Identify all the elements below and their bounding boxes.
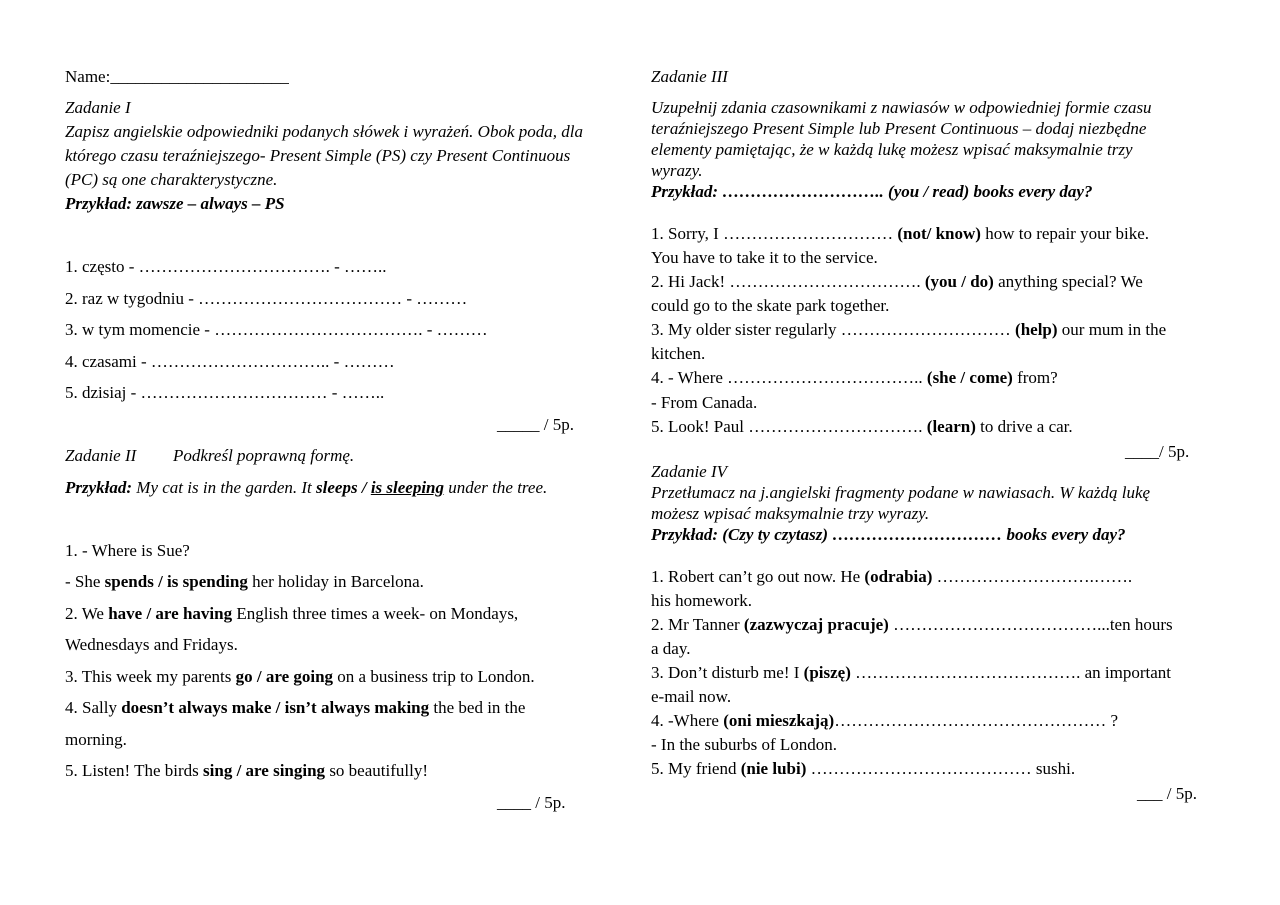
task-4-instruction-line: Przetłumacz na j.angielski fragmenty podane w nawiasach. W każdą lukę bbox=[651, 483, 1151, 502]
task-4-line: his homework. bbox=[651, 591, 753, 610]
task-3-line: 2. Hi Jack! ……………………………. (you / do) anything special? We bbox=[651, 272, 1143, 291]
task-3-example: Przykład: ……………………….. (you / read) books every day? bbox=[651, 182, 1093, 201]
task-4-instruction-line: możesz wpisać maksymalnie trzy wyrazy. bbox=[651, 504, 930, 523]
answer-options[interactable]: have / are having bbox=[108, 604, 233, 623]
task-2-line: - She spends / is spending her holiday in Barcelona. bbox=[65, 572, 424, 591]
task-2-score: ____ / 5p. bbox=[497, 793, 566, 812]
task-4-line: 3. Don’t disturb me! I (piszę) …………………………………. an important bbox=[651, 663, 1172, 682]
example-label: Przykład: bbox=[65, 478, 133, 497]
task-4-example: Przykład: (Czy ty czytasz) ………………………… books every day? bbox=[651, 525, 1126, 544]
task-1-item: 5. dzisiaj - …………………………… - …….. bbox=[65, 383, 385, 402]
task-2-line: 1. - Where is Sue? bbox=[65, 541, 190, 560]
answer-options[interactable]: go / are going bbox=[235, 667, 334, 686]
task-4-line: 2. Mr Tanner (zazwyczaj pracuje) ………………………………...ten hours bbox=[651, 615, 1173, 634]
answer-options[interactable]: spends / is spending bbox=[104, 572, 248, 591]
task-4-score: ___ / 5p. bbox=[1137, 784, 1197, 803]
task-2-line: 5. Listen! The birds sing / are singing so beautifully! bbox=[65, 761, 428, 780]
task-2-line: 2. We have / are having English three times a week- on Mondays, bbox=[65, 604, 519, 623]
task-4-line: a day. bbox=[651, 639, 691, 658]
task-3-line: - From Canada. bbox=[651, 393, 758, 412]
task-3-line: 1. Sorry, I ………………………… (not/ know) how to repair your bike. bbox=[651, 224, 1150, 243]
task-2-line: 4. Sally doesn’t always make / isn’t always making the bed in the bbox=[65, 698, 526, 717]
task-3-line: 5. Look! Paul …………………………. (learn) to drive a car. bbox=[651, 417, 1073, 436]
task-3-line: could go to the skate park together. bbox=[651, 296, 890, 315]
task-1-title: Zadanie I bbox=[65, 98, 131, 117]
task-3-line: 3. My older sister regularly ………………………… (help) our mum in the bbox=[651, 320, 1167, 339]
task-1-item: 1. często - ……………………………. - …….. bbox=[65, 257, 387, 276]
task-1-instruction-line: którego czasu teraźniejszego- Present Simple (PS) czy Present Continuous bbox=[65, 146, 571, 165]
task-3-line: 4. - Where …………………………….. (she / come) from? bbox=[651, 368, 1058, 387]
task-1-example: Przykład: zawsze – always – PS bbox=[65, 194, 285, 213]
task-3-instruction-line: teraźniejszego Present Simple lub Present Continuous – dodaj niezbędne bbox=[651, 119, 1147, 138]
task-3-instruction-line: wyrazy. bbox=[651, 161, 703, 180]
task-4-line: 1. Robert can’t go out now. He (odrabia) ……………………….……. bbox=[651, 567, 1133, 586]
task-4-title: Zadanie IV bbox=[651, 462, 728, 481]
task-1-item: 3. w tym momencie - ………………………………. - ……… bbox=[65, 320, 488, 339]
example-correct-option: is sleeping bbox=[370, 478, 445, 497]
task-1-item: 2. raz w tygodniu - ……………………………… - ……… bbox=[65, 289, 468, 308]
task-1-instruction-line: Zapisz angielskie odpowiedniki podanych słówek i wyrażeń. Obok poda, dla bbox=[65, 122, 583, 141]
task-3-title: Zadanie III bbox=[651, 67, 728, 86]
task-2-example bbox=[65, 479, 547, 496]
example-option: sleeps / bbox=[316, 478, 371, 497]
task-1-score: _____ / 5p. bbox=[497, 415, 574, 434]
task-1-item: 4. czasami - ………………………….. - ……… bbox=[65, 352, 395, 371]
example-text: under the tree. bbox=[444, 478, 548, 497]
task-3-line: kitchen. bbox=[651, 344, 706, 363]
task-3-line: You have to take it to the service. bbox=[651, 248, 878, 267]
task-3-instruction-line: Uzupełnij zdania czasownikami z nawiasów w odpowiedniej formie czasu bbox=[651, 98, 1152, 117]
task-4-line: e-mail now. bbox=[651, 687, 732, 706]
task-4-line: 5. My friend (nie lubi) ………………………………… sushi. bbox=[651, 759, 1076, 778]
task-2-line: morning. bbox=[65, 730, 127, 749]
task-3-instruction-line: elementy pamiętając, że w każdą lukę możesz wpisać maksymalnie trzy bbox=[651, 140, 1133, 159]
example-text: My cat is in the garden. It bbox=[132, 478, 317, 497]
task-2-line: 3. This week my parents go / are going on a business trip to London. bbox=[65, 667, 535, 686]
task-1-instruction-line: (PC) są one charakterystyczne. bbox=[65, 170, 278, 189]
answer-options[interactable]: sing / are singing bbox=[203, 761, 326, 780]
task-2-instruction: Podkreśl poprawną formę. bbox=[173, 446, 355, 465]
task-4-line: - In the suburbs of London. bbox=[651, 735, 838, 754]
task-2-title: Zadanie II bbox=[65, 446, 137, 465]
task-4-line: 4. -Where (oni mieszkają)………………………………………… ? bbox=[651, 711, 1118, 730]
name-field: Name:_____________________ bbox=[65, 67, 289, 86]
answer-options[interactable]: doesn’t always make / isn’t always making bbox=[121, 698, 430, 717]
task-2-line: Wednesdays and Fridays. bbox=[65, 635, 238, 654]
task-3-score: ____/ 5p. bbox=[1125, 442, 1190, 461]
